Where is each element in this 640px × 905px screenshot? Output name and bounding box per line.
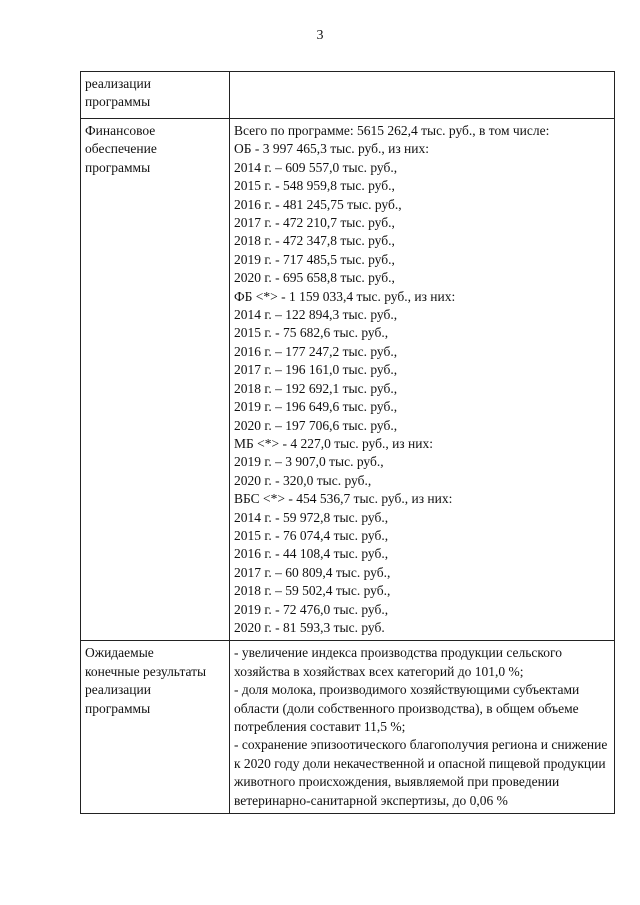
content-cell-results bbox=[230, 641, 615, 814]
finance-year-line: 2015 г. - 75 682,6 тыс. руб., bbox=[234, 325, 389, 341]
finance-year-line: 2020 г. - 81 593,3 тыс. руб. bbox=[234, 619, 385, 635]
finance-year-line: 2014 г. - 59 972,8 тыс. руб., bbox=[234, 509, 389, 525]
label-line: реализации bbox=[85, 76, 151, 91]
finance-ob-heading: ОБ - 3 997 465,3 тыс. руб., из них: bbox=[234, 141, 429, 157]
label-line: Финансовое bbox=[85, 123, 156, 138]
finance-year-line: 2014 г. – 122 894,3 тыс. руб., bbox=[234, 307, 398, 323]
label-line: конечные результаты bbox=[85, 663, 207, 679]
result-paragraph: - сохранение эпизоотического благополучия региона и снижение к 2020 году доли некачественной и опасной пищевой продукции животного происхождения, выявляемой при проведении ветеринарно-санитарной экспертизы, до 0,06 % bbox=[234, 737, 608, 808]
finance-fb-heading: ФБ <*> - 1 159 033,4 тыс. руб., из них: bbox=[234, 288, 456, 304]
finance-year-line: 2016 г. – 177 247,2 тыс. руб., bbox=[234, 343, 398, 359]
label-line: программы bbox=[85, 159, 151, 175]
finance-year-line: 2020 г. – 197 706,6 тыс. руб., bbox=[234, 417, 398, 433]
content-cell-finance bbox=[230, 119, 615, 641]
finance-year-line: 2014 г. – 609 557,0 тыс. руб., bbox=[234, 159, 398, 175]
label-cell-results bbox=[81, 641, 230, 814]
finance-year-line: 2017 г. – 196 161,0 тыс. руб., bbox=[234, 362, 398, 378]
label-cell-realization bbox=[81, 72, 230, 119]
finance-year-line: 2019 г. - 717 485,5 тыс. руб., bbox=[234, 251, 395, 267]
finance-year-line: 2019 г. – 196 649,6 тыс. руб., bbox=[234, 399, 398, 415]
program-passport-table bbox=[80, 71, 615, 814]
finance-year-line: 2016 г. - 44 108,4 тыс. руб., bbox=[234, 546, 389, 562]
finance-year-line: 2016 г. - 481 245,75 тыс. руб., bbox=[234, 196, 402, 212]
page-number: 3 bbox=[316, 28, 324, 43]
finance-year-line: 2019 г. - 72 476,0 тыс. руб., bbox=[234, 601, 389, 617]
finance-year-line: 2018 г. – 192 692,1 тыс. руб., bbox=[234, 380, 398, 396]
finance-vbs-heading: ВБС <*> - 454 536,7 тыс. руб., из них: bbox=[234, 491, 453, 507]
result-paragraph: - увеличение индекса производства продукции сельского хозяйства в хозяйствах всех категорий до 101,0 %; bbox=[234, 645, 562, 679]
label-line: реализации bbox=[85, 682, 151, 698]
label-cell-finance bbox=[81, 119, 230, 641]
label-line: программы bbox=[85, 94, 151, 110]
finance-total-line: Всего по программе: 5615 262,4 тыс. руб., в том числе: bbox=[234, 123, 550, 138]
content-cell-realization bbox=[230, 72, 615, 119]
finance-year-line: 2015 г. - 76 074,4 тыс. руб., bbox=[234, 527, 389, 543]
finance-year-line: 2017 г. – 60 809,4 тыс. руб., bbox=[234, 564, 391, 580]
table-row-realization bbox=[81, 72, 615, 119]
label-line: обеспечение bbox=[85, 141, 157, 157]
finance-year-line: 2020 г. - 695 658,8 тыс. руб., bbox=[234, 270, 395, 286]
finance-year-line: 2020 г. - 320,0 тыс. руб., bbox=[234, 472, 372, 488]
finance-year-line: 2018 г. – 59 502,4 тыс. руб., bbox=[234, 583, 391, 599]
result-paragraph: - доля молока, производимого хозяйствующими субъектами области (доли собственного производства), в общем объеме потребления составит 11,5 %; bbox=[234, 682, 580, 734]
table-row-results bbox=[81, 641, 615, 814]
label-line: программы bbox=[85, 700, 151, 716]
finance-mb-heading: МБ <*> - 4 227,0 тыс. руб., из них: bbox=[234, 435, 433, 451]
finance-year-line: 2015 г. - 548 959,8 тыс. руб., bbox=[234, 178, 395, 194]
table-row-finance bbox=[81, 119, 615, 641]
label-line: Ожидаемые bbox=[85, 645, 154, 661]
finance-year-line: 2018 г. - 472 347,8 тыс. руб., bbox=[234, 233, 395, 249]
finance-year-line: 2017 г. - 472 210,7 тыс. руб., bbox=[234, 215, 395, 231]
finance-year-line: 2019 г. – 3 907,0 тыс. руб., bbox=[234, 454, 384, 470]
